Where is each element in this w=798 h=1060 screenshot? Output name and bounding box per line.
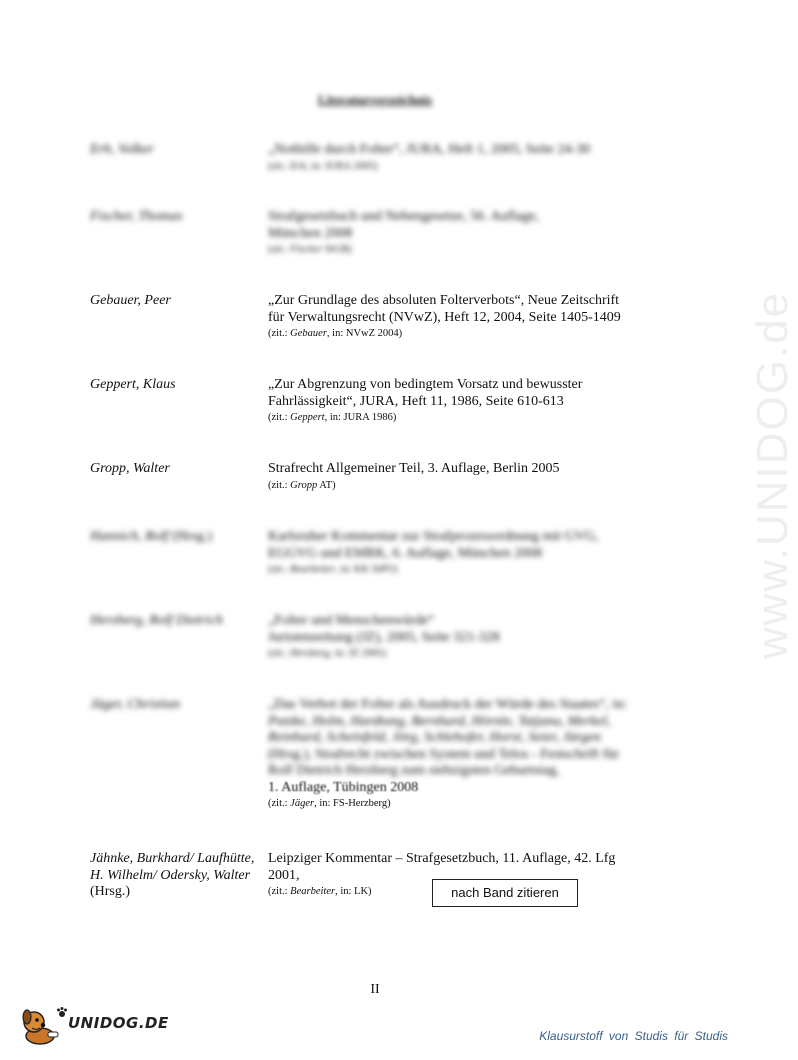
entry-line: „Folter und Menschenwürde“ bbox=[268, 613, 435, 628]
paw-icon bbox=[56, 1006, 68, 1018]
entry-line: Putzke, Holm, Hardtung, Bernhard, Hörnle, Tatjana, Merkel, bbox=[268, 713, 611, 729]
entry-citation: (zit.: Fischer StGB) bbox=[268, 244, 352, 255]
entry-line: „Zur Abgrenzung von bedingtem Vorsatz und bewusster bbox=[268, 377, 583, 392]
entry-reference bbox=[268, 613, 661, 661]
entry-citation: (zit.: Gropp AT) bbox=[268, 479, 336, 491]
entry-line: EGGVG und EMRK, 6. Auflage, München 2008 bbox=[268, 545, 543, 561]
entry-author: Jäger, Christian bbox=[90, 697, 181, 712]
entry-author: Geppert, Klaus bbox=[90, 377, 176, 392]
entry-line: „Zur Grundlage des absoluten Folterverbots“, Neue Zeitschrift bbox=[268, 293, 620, 308]
entry-line: 1. Auflage, Tübingen 2008 bbox=[268, 779, 419, 795]
entry-citation: (zit.: Bearbeiter, in: LK) bbox=[268, 886, 372, 897]
entry-citation: (zit.: Herzberg, in: JZ 2005) bbox=[268, 648, 387, 659]
entry-reference bbox=[268, 529, 661, 577]
entry-line: Strafrecht Allgemeiner Teil, 3. Auflage, Berlin 2005 bbox=[268, 461, 560, 476]
entry-line: 2001, bbox=[268, 867, 300, 883]
entry-citation: (zit.: Gebauer, in: NVwZ 2004) bbox=[268, 328, 403, 339]
entry-author: Erb, Volker bbox=[90, 142, 154, 157]
entry-line: Karlsruher Kommentar zur Strafprozessordnung mit GVG, bbox=[268, 529, 599, 544]
footer-tagline: Klausurstoff von Studis für Studis bbox=[539, 1029, 728, 1043]
entry-line: für Verwaltungsrecht (NVwZ), Heft 12, 2004, Seite 1405-1409 bbox=[268, 309, 621, 325]
entry-line: Fahrlässigkeit“, JURA, Heft 11, 1986, Seite 610-613 bbox=[268, 393, 564, 409]
logo-text: UNIDOG.DE bbox=[68, 1014, 169, 1032]
entry-line: (Hrsg.), Strafrecht zwischen System und Telos - Festschrift für bbox=[268, 746, 620, 762]
entry-reference bbox=[268, 209, 661, 257]
entry-line: Juristenzeitung (JZ), 2005, Seite 321-328 bbox=[268, 629, 500, 645]
entry-citation: (zit.: Erb, in: JURA 2005) bbox=[268, 160, 378, 172]
entry-citation: (zit.: Jäger, in: FS-Herzberg) bbox=[268, 798, 391, 809]
entry-citation: (zit.: Bearbeiter, in: KK StPO) bbox=[268, 564, 398, 575]
annotation-note-box: nach Band zitieren bbox=[432, 879, 578, 907]
entry-line: Rolf Dietrich Herzberg zum siebzigsten Geburtstag, bbox=[268, 763, 560, 778]
entry-line: Reinhard, Scheinfeld, Jörg, Schlehofer, Horst, Seier, Jürgen bbox=[268, 730, 601, 745]
entry-reference bbox=[268, 697, 661, 811]
entry-reference bbox=[268, 461, 661, 493]
entry-line: „Das Verbot der Folter als Ausdruck der Würde des Staates“, in: bbox=[268, 697, 628, 712]
entry-line: Strafgesetzbuch und Nebengesetze, 56. Auflage, bbox=[268, 209, 539, 224]
entry-reference bbox=[268, 293, 661, 341]
entry-author: Fischer, Thomas bbox=[90, 209, 183, 224]
entry-reference bbox=[268, 142, 661, 174]
entry-author: Jähnke, Burkhard/ Laufhütte, H. Wilhelm/ Odersky, Walter (Hrsg.) bbox=[90, 851, 255, 899]
entry-citation: (zit.: Geppert, in: JURA 1986) bbox=[268, 412, 397, 423]
entry-author: Hannich, Rolf (Hrsg.) bbox=[90, 529, 213, 544]
entry-author: Herzberg, Rolf Dietrich bbox=[90, 613, 223, 628]
entry-line: München 2008 bbox=[268, 225, 353, 241]
entry-line: „Nothilfe durch Folter“, JURA, Heft 1, 2005, Seite 24-30 bbox=[268, 142, 590, 157]
entry-line: Leipziger Kommentar – Strafgesetzbuch, 11. Auflage, 42. Lfg bbox=[268, 851, 616, 866]
page-title: Literaturverzeichnis bbox=[317, 92, 433, 107]
watermark: www.UNIDOG.de bbox=[748, 290, 797, 660]
entry-author: Gebauer, Peer bbox=[90, 293, 171, 308]
entry-author: Gropp, Walter bbox=[90, 461, 170, 476]
site-logo[interactable] bbox=[18, 1006, 198, 1046]
entry-reference bbox=[268, 377, 661, 425]
page-number: II bbox=[370, 982, 380, 997]
